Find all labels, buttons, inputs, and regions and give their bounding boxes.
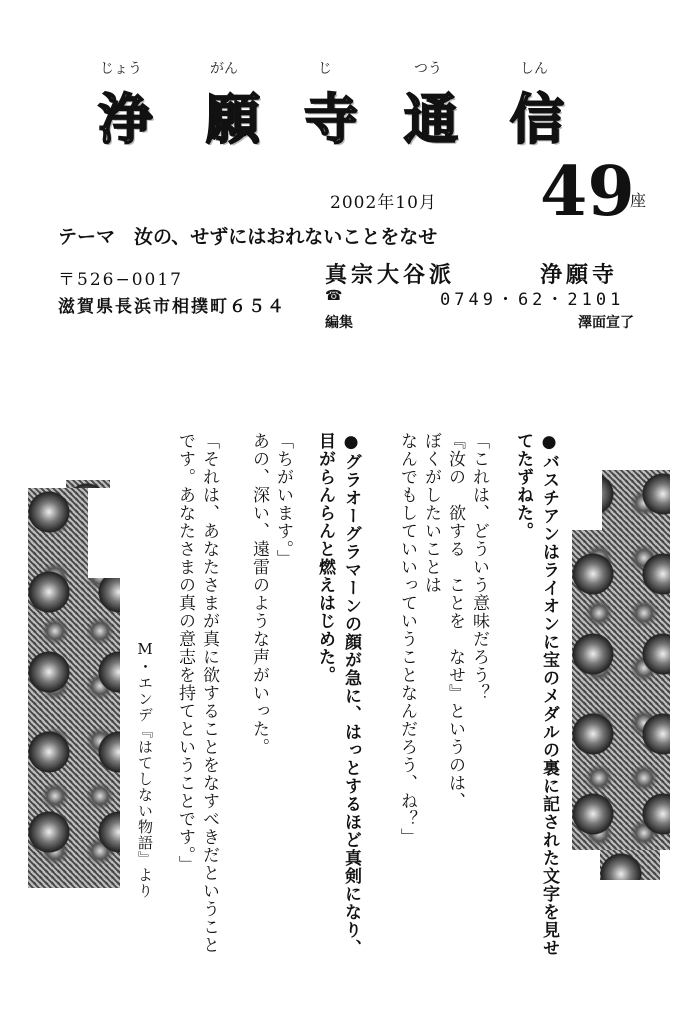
title-char-shin: 信 [510,87,564,151]
title-char-gan: 願 [206,87,260,151]
story-line: 「ちがいます。」 [273,432,293,568]
story-line: ●グラオーグラマーンの顔が急に、はっとするほど真剣になり、 [341,432,361,957]
story-line: なんでもしていいっていうことなんだろう、ね？」 [397,432,417,846]
story-line: ぼくがしたいことは [421,432,441,594]
decorative-pattern-right [572,470,670,850]
story-line: です。あなたさまの真の意志を持てということです。」 [175,432,195,874]
story-line: 目がらんらんと燃えはじめた。 [315,432,335,684]
pattern-notch [88,488,120,578]
ruby-gan: がん [210,61,238,77]
pattern-notch [572,470,602,530]
issue-suffix: 座 [630,191,647,210]
theme: テーマ 汝の、せずにはおれないことをなせ [58,226,438,248]
title-char-ji: 寺 [304,87,358,151]
story-line: てたずねた。 [513,432,533,540]
ruby-ji: じ [318,61,332,77]
story-source: M・エンデ『はてしない物語』より [136,640,154,899]
decorative-pattern-right-tail [600,850,660,880]
story-line: あの、深い、遠雷のような声がいった。 [249,432,269,756]
ruby-tsuu: つう [414,61,442,77]
sect-name: 真宗大谷派 [325,263,456,288]
issue-date: 2002年10月 [330,193,437,213]
editor-label: 編集 [325,315,353,331]
story-line: 「これは、どういう意味だろう？ [469,432,489,702]
story-line: 「それは、あなたさまが真に欲することをなすべきだということ [199,432,219,954]
title-char-jou: 浄 [98,87,152,151]
ruby-shin: しん [520,61,548,77]
telephone-number: 0749・62・2101 [440,290,625,310]
editor-name: 澤面宣了 [578,315,634,331]
postal-code: 〒526−0017 [58,270,183,290]
address: 滋賀県長浜市相撲町６５４ [58,297,286,317]
issue-number: 49 [540,152,635,232]
story-line: ●バスチアンはライオンに宝のメダルの裏に記された文字を見せ [539,432,559,957]
temple-name: 浄願寺 [540,263,619,288]
story-line: 『汝の 欲する ことを なせ』というのは、 [445,432,465,810]
telephone-icon: ☎ [325,288,343,304]
title-char-tsuu: 通 [404,87,458,151]
decorative-pattern-left [28,488,120,888]
ruby-jou: じょう [100,61,142,77]
